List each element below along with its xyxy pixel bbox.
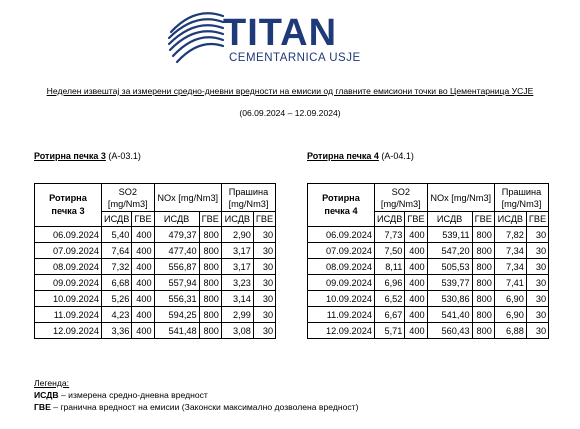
value-cell: 3,23 — [221, 275, 253, 291]
date-cell: 07.09.2024 — [308, 243, 375, 259]
value-cell: 2,90 — [221, 227, 253, 243]
value-cell: 7,64 — [102, 243, 132, 259]
value-cell: 800 — [199, 275, 221, 291]
legend-desc: – измерена средно-дневна вредност — [58, 390, 208, 400]
table-row — [308, 227, 549, 243]
value-cell: 800 — [472, 227, 494, 243]
value-cell: 7,34 — [494, 243, 526, 259]
value-cell: 800 — [199, 307, 221, 323]
value-cell: 30 — [253, 259, 275, 275]
value-cell: 7,32 — [102, 259, 132, 275]
value-cell: 30 — [526, 323, 548, 339]
table-row — [35, 243, 276, 259]
table-row — [308, 275, 549, 291]
value-cell: 400 — [405, 307, 427, 323]
section-code: (А-03.1) — [108, 151, 141, 161]
table-row — [308, 307, 549, 323]
logo-subtitle: CEMENTARNICA USJE — [229, 52, 361, 64]
date-cell: 09.09.2024 — [308, 275, 375, 291]
value-cell: 400 — [405, 227, 427, 243]
group-dust: Прашина [mg/Nm3] — [221, 184, 275, 212]
value-cell: 400 — [132, 227, 154, 243]
value-cell: 800 — [472, 291, 494, 307]
legend-desc: – гранична вредност на емисии (Законски максимално дозволена вредност) — [50, 402, 359, 412]
date-cell: 08.09.2024 — [35, 259, 102, 275]
value-cell: 30 — [253, 307, 275, 323]
value-cell: 6,68 — [102, 275, 132, 291]
value-cell: 541,40 — [427, 307, 472, 323]
table-row — [35, 323, 276, 339]
value-cell: 800 — [472, 323, 494, 339]
group-so2: SO2 [mg/Nm3] — [375, 184, 428, 212]
value-cell: 505,53 — [427, 259, 472, 275]
value-cell: 800 — [472, 275, 494, 291]
value-cell: 539,11 — [427, 227, 472, 243]
value-cell: 400 — [132, 243, 154, 259]
section-title-text: Ротирна печка 3 — [34, 151, 106, 161]
date-cell: 10.09.2024 — [308, 291, 375, 307]
subheader: ГВЕ — [472, 212, 494, 227]
value-cell: 7,41 — [494, 275, 526, 291]
value-cell: 8,11 — [375, 259, 405, 275]
legend-item — [34, 389, 358, 401]
value-cell: 400 — [405, 275, 427, 291]
table-row — [308, 291, 549, 307]
date-cell: 06.09.2024 — [308, 227, 375, 243]
value-cell: 6,67 — [375, 307, 405, 323]
value-cell: 530,86 — [427, 291, 472, 307]
legend-term: ГВЕ — [34, 402, 51, 412]
value-cell: 539,77 — [427, 275, 472, 291]
value-cell: 6,52 — [375, 291, 405, 307]
value-cell: 800 — [472, 259, 494, 275]
table-row — [308, 259, 549, 275]
value-cell: 479,37 — [154, 227, 199, 243]
value-cell: 6,88 — [494, 323, 526, 339]
table-row — [35, 307, 276, 323]
value-cell: 7,50 — [375, 243, 405, 259]
date-cell: 06.09.2024 — [35, 227, 102, 243]
value-cell: 6,90 — [494, 307, 526, 323]
value-cell: 556,31 — [154, 291, 199, 307]
legend-title: Легенда: — [34, 378, 70, 388]
date-cell: 07.09.2024 — [35, 243, 102, 259]
value-cell: 800 — [199, 291, 221, 307]
row-header: Ротирна печка 4 — [308, 184, 375, 227]
date-cell: 12.09.2024 — [308, 323, 375, 339]
section-code: (А-04.1) — [381, 151, 414, 161]
value-cell: 30 — [526, 243, 548, 259]
value-cell: 6,96 — [375, 275, 405, 291]
value-cell: 800 — [199, 227, 221, 243]
value-cell: 557,94 — [154, 275, 199, 291]
titan-swoosh-icon — [165, 8, 227, 68]
value-cell: 5,40 — [102, 227, 132, 243]
table-row — [308, 323, 549, 339]
value-cell: 800 — [472, 307, 494, 323]
titan-logo — [165, 8, 365, 68]
value-cell: 30 — [526, 307, 548, 323]
value-cell: 30 — [526, 227, 548, 243]
value-cell: 7,82 — [494, 227, 526, 243]
value-cell: 30 — [526, 259, 548, 275]
subheader: ИСДВ — [102, 212, 132, 227]
table-row — [35, 275, 276, 291]
section-title-kiln-4 — [307, 151, 414, 161]
table-row — [35, 259, 276, 275]
date-cell: 08.09.2024 — [308, 259, 375, 275]
value-cell: 3,14 — [221, 291, 253, 307]
date-cell: 11.09.2024 — [308, 307, 375, 323]
value-cell: 556,87 — [154, 259, 199, 275]
legend-term: ИСДВ — [34, 390, 59, 400]
date-cell: 12.09.2024 — [35, 323, 102, 339]
value-cell: 30 — [253, 291, 275, 307]
value-cell: 6,90 — [494, 291, 526, 307]
subheader: ИСДВ — [494, 212, 526, 227]
subheader: ИСДВ — [427, 212, 472, 227]
group-nox: NOx [mg/Nm3] — [427, 184, 494, 212]
value-cell: 560,43 — [427, 323, 472, 339]
value-cell: 30 — [253, 275, 275, 291]
report-period: (06.09.2024 – 12.09.2024) — [239, 108, 341, 118]
table-row — [35, 227, 276, 243]
value-cell: 400 — [132, 259, 154, 275]
subheader: ГВЕ — [405, 212, 427, 227]
date-cell: 09.09.2024 — [35, 275, 102, 291]
value-cell: 400 — [132, 275, 154, 291]
value-cell: 800 — [199, 259, 221, 275]
value-cell: 477,40 — [154, 243, 199, 259]
value-cell: 800 — [472, 243, 494, 259]
value-cell: 400 — [132, 323, 154, 339]
value-cell: 400 — [405, 259, 427, 275]
value-cell: 594,25 — [154, 307, 199, 323]
subheader: ГВЕ — [253, 212, 275, 227]
logo-wordmark: TITAN — [223, 12, 338, 54]
section-title-kiln-3 — [34, 151, 141, 161]
subheader: ГВЕ — [132, 212, 154, 227]
report-heading: Неделен извештај за измерени средно-дневни вредности на емисии од главните емисиони точки во Цементарница УСЈЕ — [46, 86, 534, 96]
value-cell: 400 — [405, 291, 427, 307]
group-so2: SO2 [mg/Nm3] — [102, 184, 155, 212]
value-cell: 30 — [253, 323, 275, 339]
value-cell: 400 — [132, 291, 154, 307]
date-cell: 10.09.2024 — [35, 291, 102, 307]
group-dust: Прашина [mg/Nm3] — [494, 184, 548, 212]
section-title-text: Ротирна печка 4 — [307, 151, 379, 161]
subheader: ГВЕ — [526, 212, 548, 227]
legend-item — [34, 401, 358, 413]
value-cell: 30 — [253, 227, 275, 243]
row-header: Ротирна печка 3 — [35, 184, 102, 227]
value-cell: 5,71 — [375, 323, 405, 339]
value-cell: 30 — [526, 291, 548, 307]
value-cell: 3,17 — [221, 259, 253, 275]
value-cell: 7,34 — [494, 259, 526, 275]
value-cell: 400 — [405, 323, 427, 339]
legend — [34, 377, 358, 413]
date-cell: 11.09.2024 — [35, 307, 102, 323]
value-cell: 541,48 — [154, 323, 199, 339]
group-nox: NOx [mg/Nm3] — [154, 184, 221, 212]
value-cell: 3,08 — [221, 323, 253, 339]
value-cell: 547,20 — [427, 243, 472, 259]
value-cell: 4,23 — [102, 307, 132, 323]
subheader: ИСДВ — [221, 212, 253, 227]
value-cell: 7,73 — [375, 227, 405, 243]
value-cell: 2,99 — [221, 307, 253, 323]
emissions-table-kiln-4 — [307, 183, 549, 339]
value-cell: 30 — [526, 275, 548, 291]
value-cell: 400 — [132, 307, 154, 323]
subheader: ГВЕ — [199, 212, 221, 227]
value-cell: 3,36 — [102, 323, 132, 339]
subheader: ИСДВ — [154, 212, 199, 227]
table-row — [308, 243, 549, 259]
value-cell: 400 — [405, 243, 427, 259]
value-cell: 5,26 — [102, 291, 132, 307]
table-row — [35, 291, 276, 307]
value-cell: 800 — [199, 323, 221, 339]
value-cell: 30 — [253, 243, 275, 259]
emissions-table-kiln-3 — [34, 183, 276, 339]
value-cell: 3,17 — [221, 243, 253, 259]
value-cell: 800 — [199, 243, 221, 259]
subheader: ИСДВ — [375, 212, 405, 227]
